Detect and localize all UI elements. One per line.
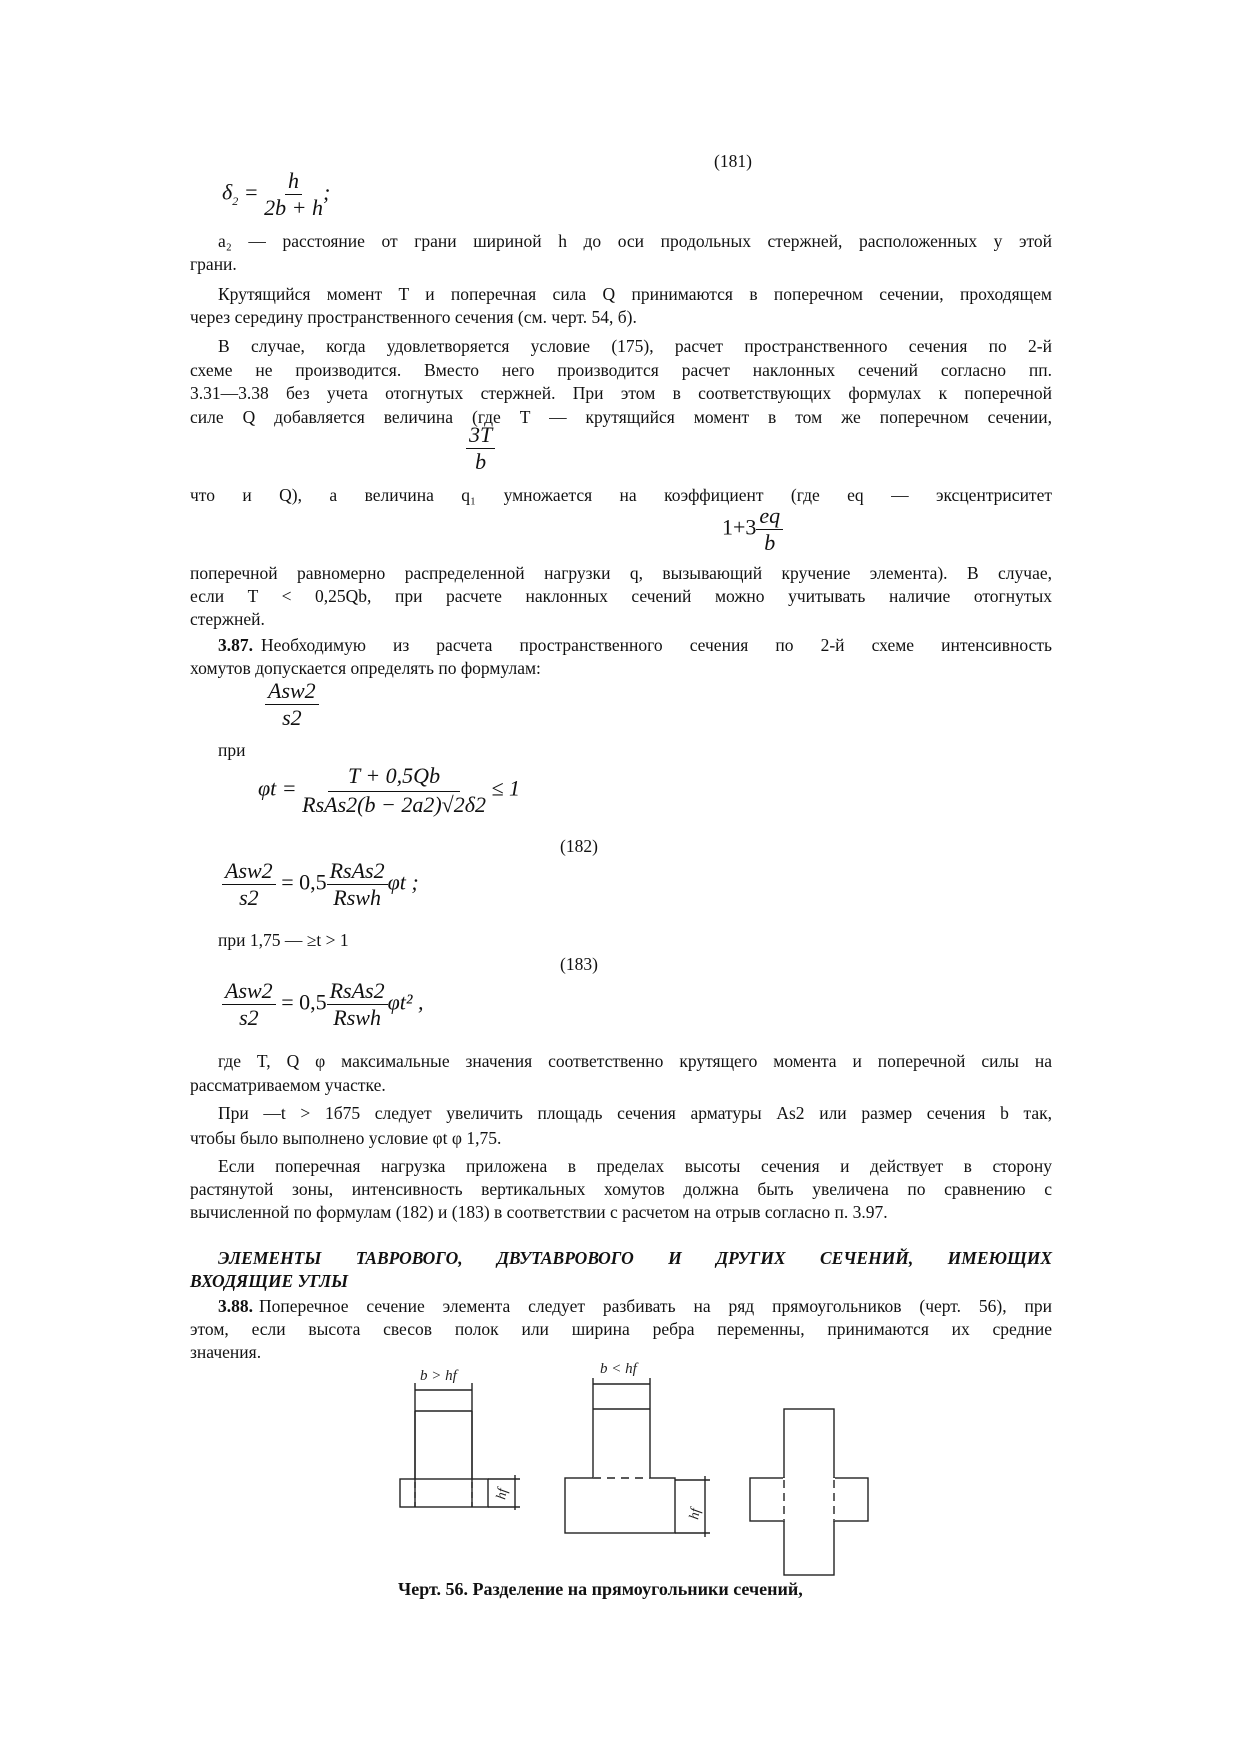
text-line: растянутой зоны, интенсивность вертикальных хомутов должна быть увеличена по сравнению с [190, 1179, 1052, 1199]
text-line: Крутящийся момент T и поперечная сила Q принимаются в поперечном сечении, проходящем [218, 284, 1052, 304]
section-heading: ЭЛЕМЕНТЫ ТАВРОВОГО, ДВУТАВРОВОГО И ДРУГИХ СЕЧЕНИЙ, ИМЕЮЩИХ [218, 1248, 1052, 1268]
figure-56-drawing [380, 1350, 880, 1590]
fraction-denominator: s2 [282, 705, 302, 730]
formula-lhs: δ [222, 179, 233, 205]
text-line: Если поперечная нагрузка приложена в пределах высоты сечения и действует в сторону [218, 1156, 1052, 1176]
label-hf-1: hf [494, 1487, 511, 1501]
paragraph-number: 3.87. [218, 635, 253, 655]
fraction-numerator: 3T [466, 424, 495, 449]
text-line: Поперечное сечение элемента следует разбивать на ряд прямоугольников (черт. 56), при [259, 1296, 1052, 1316]
text-line: 3.31—3.38 без учета отогнутых стержней. При этом в соответствующих формулах к поперечной [190, 383, 1052, 403]
text-line: этом, если высота свесов полок или ширина ребра переменны, принимаются их средние [190, 1319, 1052, 1339]
fraction-numerator: Asw2 [265, 680, 319, 705]
formula-182 [222, 860, 419, 909]
formula-tail: φt² , [387, 989, 424, 1015]
text-condition: при 1,75 — ≥t > 1 [218, 930, 349, 950]
fraction-numerator: T + 0,5Qb [328, 765, 460, 792]
fraction-numerator: RsAs2 [327, 980, 388, 1005]
fraction-numerator: h [285, 170, 302, 195]
fraction-denominator: Rswh [333, 885, 381, 910]
label-hf-2: hf [687, 1507, 704, 1521]
fraction-coefficient [722, 505, 783, 554]
fraction-asw2-s2 [265, 680, 319, 729]
text-line: через середину пространственного сечения (см. черт. 54, б). [190, 307, 637, 327]
fraction-denominator: Rswh [333, 1005, 381, 1030]
text-line: силе Q добавляется величина (где T — крутящийся момент в том же поперечном сечении, [190, 407, 1052, 427]
text-line: грани. [190, 254, 237, 274]
fraction-denominator: b [475, 449, 487, 474]
formula-183 [222, 980, 424, 1029]
formula-phi-t [258, 765, 520, 816]
paragraph-387-first-line [218, 634, 1052, 656]
formula-tail: ≤ 1 [491, 775, 521, 801]
fraction-numerator: Asw2 [222, 860, 276, 885]
text-line: если T < 0,25Qb, при расчете наклонных сечений можно учитывать наличие отогнутых [190, 586, 1052, 606]
text-line: значения. [190, 1342, 262, 1362]
fraction-denominator: RsAs2(b − 2a2)√2δ2 [302, 792, 486, 817]
text-line: где T, Q φ максимальные значения соответственно крутящего момента и поперечной силы на [218, 1051, 1052, 1071]
equation-number-182: (182) [560, 836, 598, 856]
fraction-denominator: b [764, 530, 776, 555]
text-line: стержней. [190, 609, 265, 629]
text-line: что и Q), а величина q₁ умножается на коэффициент (где eq — эксцентриситет [190, 485, 1052, 505]
fraction-numerator: eq [756, 505, 783, 530]
formula-coefficient: = 0,5 [281, 869, 327, 895]
paragraph-number: 3.88. [218, 1296, 253, 1316]
cross-section-3 [750, 1409, 868, 1575]
equation-number-183: (183) [560, 954, 598, 974]
fraction-3T-b [466, 424, 495, 473]
fraction-numerator: RsAs2 [327, 860, 388, 885]
formula-tail: ; [322, 179, 331, 205]
text-line: схеме не производится. Вместо него производится расчет наклонных сечений согласно пп. [190, 360, 1052, 380]
fraction-denominator: 2b + h [264, 195, 323, 220]
equation-number-181: (181) [714, 151, 752, 171]
text-line: чтобы было выполнено условие φt φ 1,75. [190, 1128, 502, 1148]
label-b-lt-hf: b < hf [600, 1361, 637, 1377]
text-line: вычисленной по формулам (182) и (183) в соответствии с расчетом на отрыв согласно п. 3.97. [190, 1202, 888, 1222]
text-line: Необходимую из расчета пространственного сечения по 2-й схеме интенсивность [261, 635, 1052, 655]
coefficient-prefix: 1+3 [722, 514, 757, 540]
fraction-denominator: s2 [239, 1005, 259, 1030]
text-line: В случае, когда удовлетворяется условие (175), расчет пространственного сечения по 2-й [218, 336, 1052, 356]
text-pri: при [218, 740, 246, 760]
label-b-gt-hf: b > hf [420, 1368, 457, 1384]
fraction-numerator: Asw2 [222, 980, 276, 1005]
text-line: При —t > 1б75 следует увеличить площадь сечения арматуры As2 или размер сечения b так, [218, 1103, 1052, 1123]
text-line: рассматриваемом участке. [190, 1075, 386, 1095]
formula-lhs: φt = [258, 775, 297, 801]
formula-tail: φt ; [387, 869, 419, 895]
text-line: хомутов допускается определять по формулам: [190, 658, 541, 678]
formula-delta2: $\delta_2$ = $\frac{h}{2b + h}$ ; [222, 168, 331, 220]
section-heading: ВХОДЯЩИЕ УГЛЫ [190, 1271, 349, 1291]
formula-sub: 2 [232, 193, 239, 208]
formula-coefficient: = 0,5 [281, 989, 327, 1015]
figure-caption: Черт. 56. Разделение на прямоугольники сечений, [398, 1579, 803, 1599]
text-line: a₂ — расстояние от грани шириной h до оси продольных стержней, расположенных у этой [218, 231, 1052, 251]
text-line: поперечной равномерно распределенной нагрузки q, вызывающий кручение элемента). В случае, [190, 563, 1052, 583]
fraction-denominator: s2 [239, 885, 259, 910]
paragraph-388-first-line [218, 1295, 1052, 1317]
